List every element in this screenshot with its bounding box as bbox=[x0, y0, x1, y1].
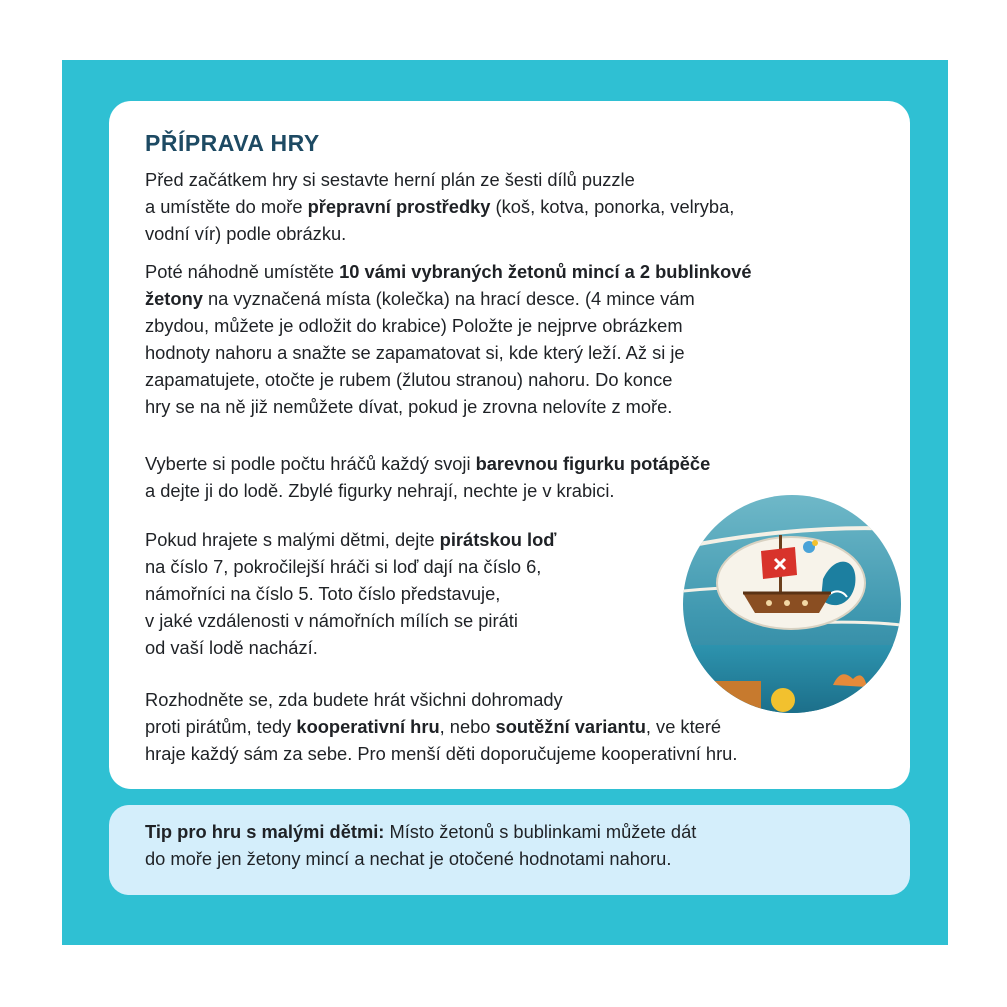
text-line: Poté náhodně umístěte bbox=[145, 261, 340, 282]
text-line: hry se na ně již nemůžete dívat, pokud je zrovna nelovíte z moře. bbox=[145, 396, 673, 417]
paragraph-diver-figures bbox=[145, 450, 710, 504]
text-line: Vyberte si podle počtu hráčů každý svoji bbox=[145, 453, 476, 474]
text-line: do moře jen žetony mincí a nechat je otočené hodnotami nahoru. bbox=[145, 848, 672, 869]
bold-phrase: barevnou figurku potápěče bbox=[475, 453, 711, 474]
bold-phrase: soutěžní variantu bbox=[495, 716, 646, 737]
text-line: , ve které bbox=[645, 716, 722, 737]
paragraph-tokens bbox=[145, 258, 752, 420]
pirate-ship-board-photo bbox=[683, 495, 901, 713]
tip-text bbox=[145, 818, 696, 872]
text-line: na číslo 7, pokročilejší hráči si loď dají na číslo 6, bbox=[145, 556, 542, 577]
text-line: námořníci na číslo 5. Toto číslo představuje, bbox=[145, 583, 501, 604]
text-line: na vyznačená místa (kolečka) na hrací desce. (4 mince vám bbox=[202, 288, 695, 309]
bold-phrase: pirátskou loď bbox=[439, 529, 557, 550]
section-title: PŘÍPRAVA HRY bbox=[145, 130, 320, 156]
bold-phrase: žetony bbox=[145, 288, 203, 309]
paragraph-board-setup bbox=[145, 166, 734, 247]
text-line: Před začátkem hry si sestavte herní plán ze šesti dílů puzzle bbox=[145, 169, 635, 190]
text-line: Rozhodněte se, zda budete hrát všichni dohromady bbox=[145, 689, 563, 710]
text-line: (koš, kotva, ponorka, velryba, bbox=[490, 196, 735, 217]
bold-phrase: 10 vámi vybraných žetonů mincí a 2 bublinkové bbox=[339, 261, 752, 282]
text-line: Pokud hrajete s malými dětmi, dejte bbox=[145, 529, 440, 550]
paragraph-game-mode bbox=[145, 686, 737, 767]
text-line: od vaší lodě nachází. bbox=[145, 637, 318, 658]
bold-phrase: přepravní prostředky bbox=[307, 196, 491, 217]
text-line: a dejte ji do lodě. Zbylé figurky nehrají, nechte je v krabici. bbox=[145, 480, 615, 501]
text-line: Místo žetonů s bublinkami můžete dát bbox=[384, 821, 697, 842]
text-line: proti pirátům, tedy bbox=[145, 716, 297, 737]
text-line: zbydou, můžete je odložit do krabice) Položte je nejprve obrázkem bbox=[145, 315, 683, 336]
text-line: a umístěte do moře bbox=[145, 196, 308, 217]
text-line: v jaké vzdálenosti v námořních mílích se piráti bbox=[145, 610, 518, 631]
text-line: , nebo bbox=[439, 716, 496, 737]
tip-label: Tip pro hru s malými dětmi: bbox=[145, 821, 385, 842]
text-line: vodní vír) podle obrázku. bbox=[145, 223, 347, 244]
text-line: zapamatujete, otočte je rubem (žlutou stranou) nahoru. Do konce bbox=[145, 369, 673, 390]
bold-phrase: kooperativní hru bbox=[296, 716, 440, 737]
text-line: hodnoty nahoru a snažte se zapamatovat si, kde který leží. Až si je bbox=[145, 342, 685, 363]
text-line: hraje každý sám za sebe. Pro menší děti doporučujeme kooperativní hru. bbox=[145, 743, 738, 764]
paragraph-pirate-ship bbox=[145, 526, 556, 661]
